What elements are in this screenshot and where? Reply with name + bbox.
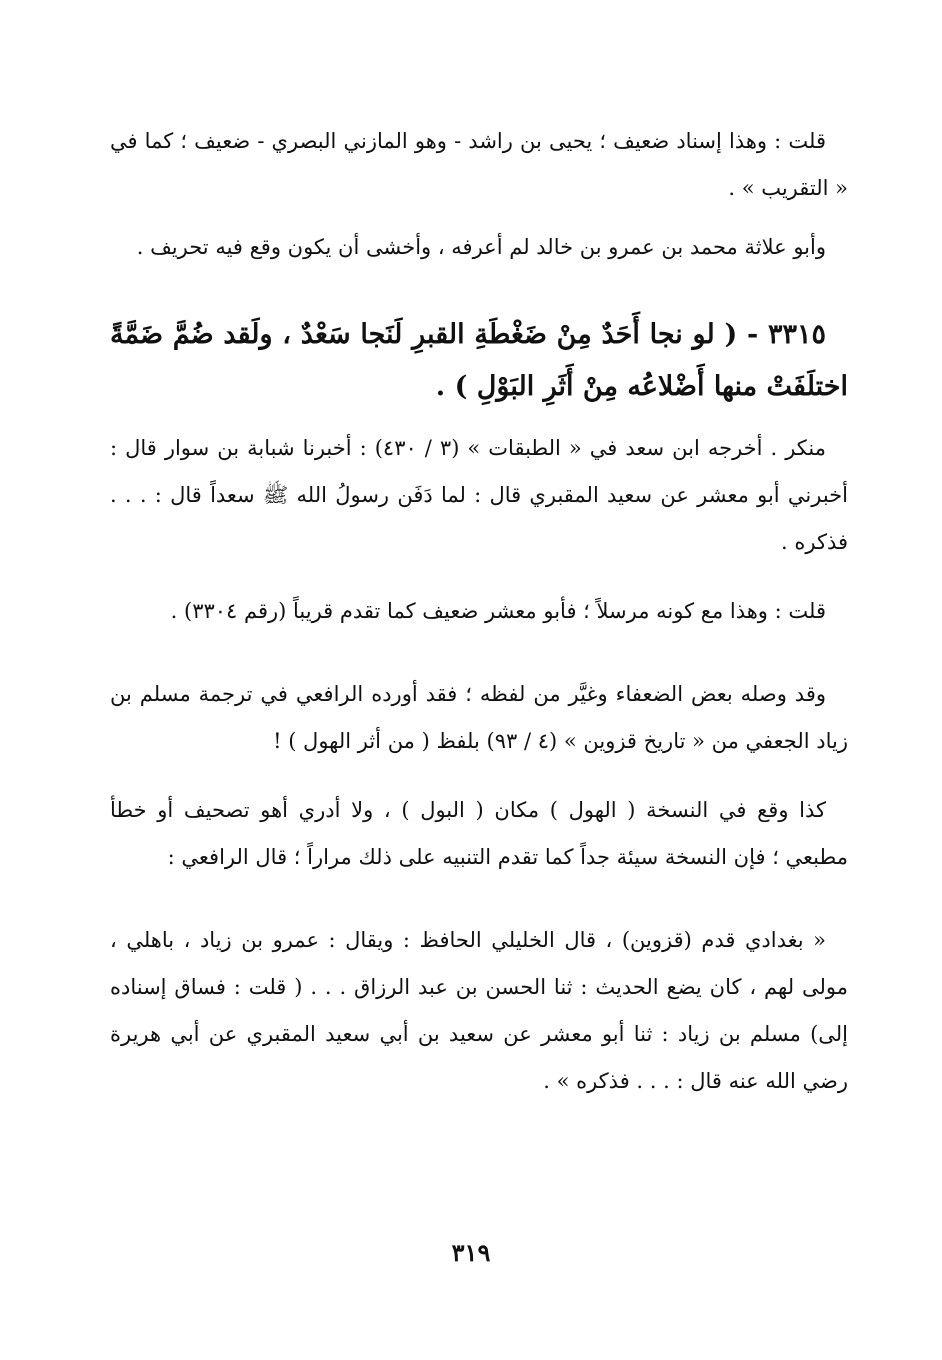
paragraph-takhrij: منكر . أخرجه ابن سعد في « الطبقات » (٣ / ٤٣٠) : أخبرنا شبابة بن سوار قال : أخبرني أبو معشر عن سعيد المقبري قال : لما دَفَن رسولُ الله ﷺ سعداً قال : . . . فذكره . — [110, 436, 848, 554]
paragraph-mursal: قلت : وهذا مع كونه مرسلاً ؛ فأبو معشر ضعيف كما تقدم قريباً (رقم ٣٣٠٤) . — [170, 599, 826, 623]
page-body — [110, 118, 848, 1105]
paragraph-abu-ulatha: وأبو علاثة محمد بن عمرو بن خالد لم أعرفه ، وأخشى أن يكون وقع فيه تحريف . — [136, 235, 826, 259]
paragraph-rafii: وقد وصله بعض الضعفاء وغيَّر من لفظه ؛ فقد أورده الرافعي في ترجمة مسلم بن زياد الجعفي من « تاريخ قزوين » (٤ / ٩٣) بلفظ ( من أثر الهول ) ! — [110, 682, 848, 753]
paragraph-isnad-weak: قلت : وهذا إسناد ضعيف ؛ يحيى بن راشد - وهو المازني البصري - ضعيف ؛ كما في « التقريب » . — [110, 129, 848, 200]
hadith-heading: ٣٣١٥ - ( لو نجا أَحَدٌ مِنْ ضَغْطَةِ القبرِ لَنَجا سَعْدٌ ، ولَقد ضُمَّ ضَمَّةً اختلَفَتْ منها أَضْلاعُه مِنْ أَثَرِ البَوْلِ ) . — [110, 319, 848, 402]
page-number: ٣١٩ — [451, 1238, 491, 1267]
paragraph-tashif: كذا وقع في النسخة ( الهول ) مكان ( البول ) ، ولا أدري أهو تصحيف أو خطأ مطبعي ؛ فإن النسخة سيئة جداً كما تقدم التنبيه على ذلك مراراً ؛ قال الرافعي : — [110, 798, 848, 869]
paragraph-quote: « بغدادي قدم (قزوين) ، قال الخليلي الحافظ : ويقال : عمرو بن زياد ، باهلي ، مولى لهم ، كان يضع الحديث : ثنا الحسن بن عبد الرزاق . . . ( قلت : فساق إسناده إلى) مسلم بن زياد : ثنا أبو معشر عن سعيد بن أبي سعيد المقبري عن أبي هريرة رضي الله عنه قال : . . . فذكره » . — [110, 928, 848, 1093]
